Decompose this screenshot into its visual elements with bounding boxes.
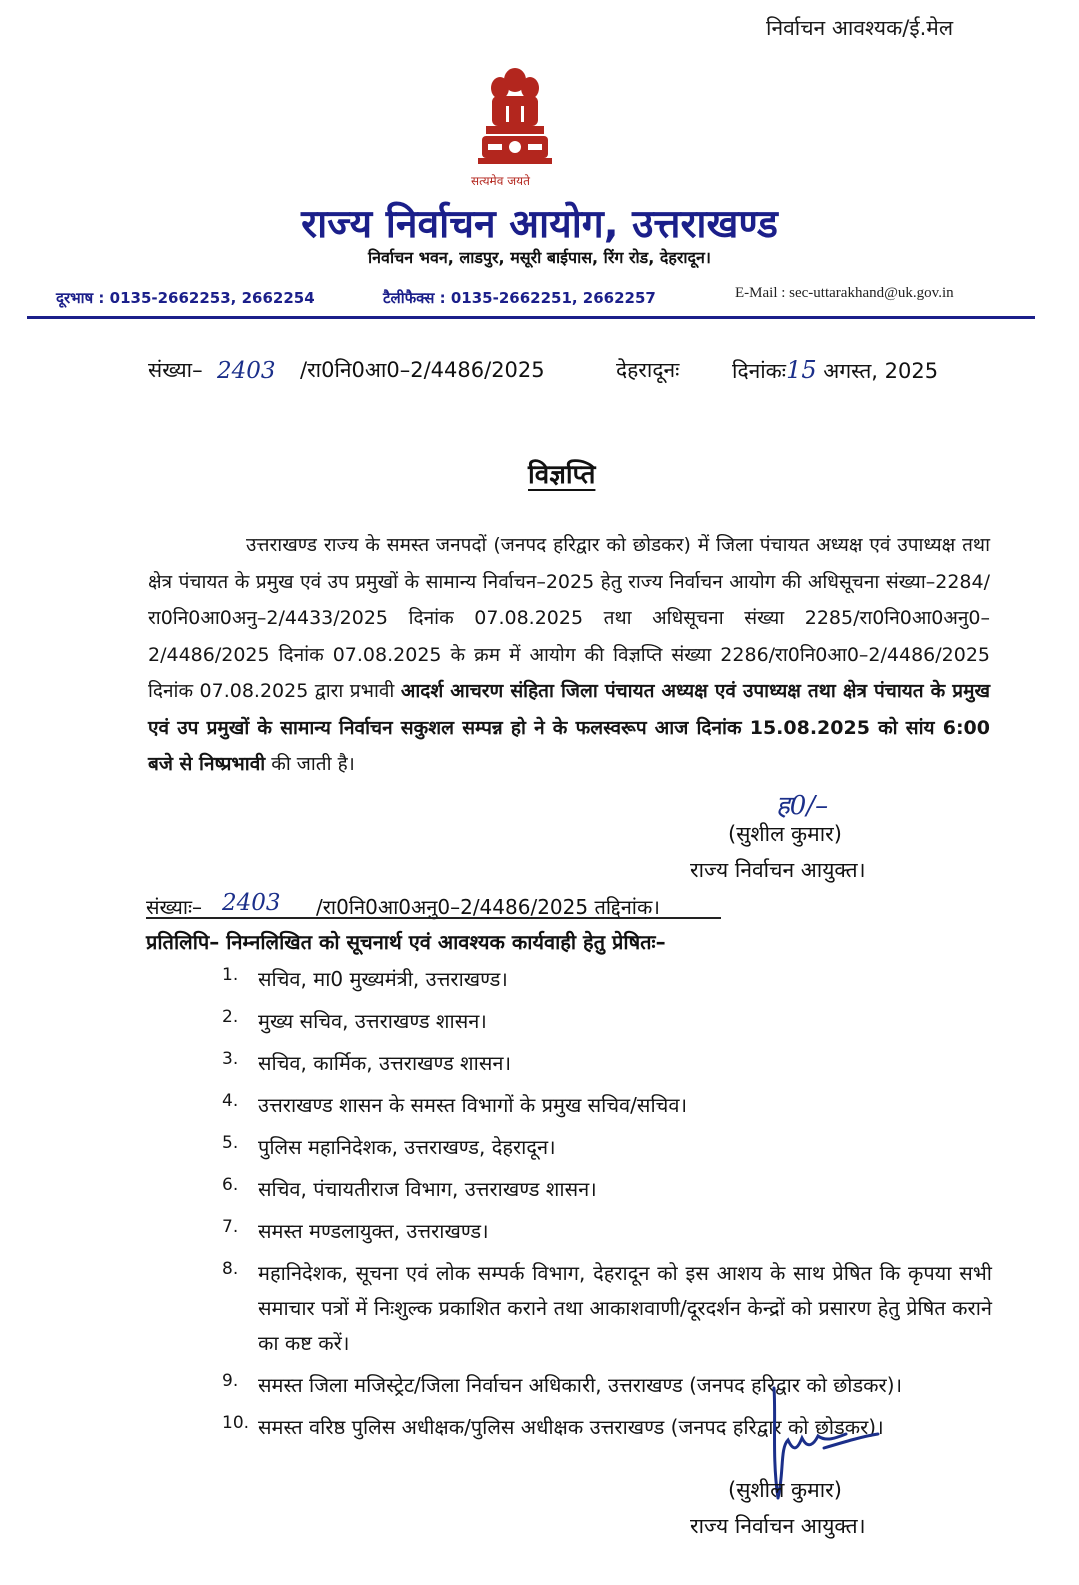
- list-item: 3. सचिव, कार्मिक, उत्तराखण्ड शासन।: [222, 1049, 512, 1075]
- organization-title: राज्य निर्वाचन आयोग, उत्तराखण्ड: [301, 202, 778, 247]
- date-handwritten-day: 15: [786, 356, 817, 384]
- emblem-motto: सत्यमेव जयते: [471, 174, 530, 188]
- list-item: 1. सचिव, मा0 मुख्यमंत्री, उत्तराखण्ड।: [222, 965, 508, 991]
- copy-reference-prefix: संख्याः–: [146, 895, 203, 919]
- signatory-designation-final: राज्य निर्वाचन आयुक्त।: [690, 1514, 866, 1538]
- reference-code: /रा0नि0आ0–2/4486/2025: [300, 358, 545, 382]
- signatory-name: (सुशील कुमार): [728, 822, 842, 846]
- copy-reference-handwritten: 2403: [222, 890, 281, 916]
- signature-initials: ह0/–: [776, 791, 829, 821]
- contact-phone: दूरभाष : 0135-2662253, 2662254: [56, 289, 315, 307]
- list-item: 8. महानिदेशक, सूचना एवं लोक सम्पर्क विभाग, देहरादून को इस आशय के साथ प्रेषित कि कृपया सभी समाचार पत्रों में निःशुल्क प्रकाशित कराने तथा आकाशवाणी/दूरदर्शन केन्द्रों को प्रसारण हेतु प्रेषित कराने का कष्ट करें।: [222, 1259, 992, 1355]
- copy-intro: प्रतिलिपि– निम्नलिखित को सूचनार्थ एवं आवश्यक कार्यवाही हेतु प्रेषितः–: [146, 930, 666, 954]
- reference-place: देहरादूनः: [616, 358, 680, 382]
- reference-prefix: संख्या–: [148, 358, 203, 382]
- date-prefix: दिनांकः: [732, 359, 787, 383]
- notice-body-end: की जाती है।: [271, 753, 355, 775]
- date-rest: अगस्त, 2025: [823, 359, 939, 383]
- list-item: 2. मुख्य सचिव, उत्तराखण्ड शासन।: [222, 1007, 487, 1033]
- list-item: 7. समस्त मण्डलायुक्त, उत्तराखण्ड।: [222, 1217, 489, 1243]
- reference-handwritten-number: 2403: [217, 358, 276, 384]
- notice-body: [148, 527, 990, 783]
- copy-reference-underline: [146, 917, 721, 919]
- state-emblem-icon: [470, 62, 560, 180]
- organization-address: निर्वाचन भवन, लाडपुर, मसूरी बाईपास, रिंग रोड, देहरादून।: [368, 248, 711, 267]
- reference-date: [732, 356, 938, 385]
- notice-body-text: उत्तराखण्ड राज्य के समस्त जनपदों (जनपद हरिद्वार को छोडकर) में जिला पंचायत अध्यक्ष एवं उपाध्यक्ष तथा क्षेत्र पंचायत के प्रमुख एवं उप प्रमुखों के सामान्य निर्वाचन–2025 हेतु राज्य निर्वाचन आयोग की अधिसूचना संख्या–2284/रा0नि0आ0अनु–2/4433/2025 दिनांक 07.08.2025 तथा अधिसूचना संख्या 2285/रा0नि0आ0अनु0–2/4486/2025 दिनांक 07.08.2025 के क्रम में आयोग की विज्ञप्ति संख्या 2286/रा0नि0आ0–2/4486/2025 दिनांक 07.08.2025 द्वारा प्रभावी: [148, 534, 990, 702]
- list-item: 5. पुलिस महानिदेशक, उत्तराखण्ड, देहरादून।: [222, 1133, 556, 1159]
- contact-telefax: टैलीफैक्स : 0135-2662251, 2662257: [383, 289, 656, 307]
- contact-email: E-Mail : sec-uttarakhand@uk.gov.in: [735, 285, 954, 301]
- list-item: 9. समस्त जिला मजिस्ट्रेट/जिला निर्वाचन अधिकारी, उत्तराखण्ड (जनपद हरिद्वार को छोडकर)।: [222, 1371, 903, 1397]
- copy-reference-rest: /रा0नि0आ0अनु0–2/4486/2025 तद्दिनांक।: [316, 895, 660, 919]
- notice-body-bold: आदर्श आचरण संहिता जिला पंचायत अध्यक्ष एवं उपाध्यक्ष तथा क्षेत्र पंचायत के प्रमुख एवं उप प्रमुखों के सामान्य निर्वाचन सकुशल सम्पन्न हो ने के फलस्वरूप आज दिनांक 15.08.2025 को सांय 6:00 बजे से निष्प्रभावी: [148, 680, 990, 775]
- notice-heading: विज्ञप्ति: [528, 460, 596, 490]
- letterhead-divider: [27, 316, 1035, 319]
- top-note: निर्वाचन आवश्यक/ई.मेल: [766, 16, 954, 40]
- signatory-designation: राज्य निर्वाचन आयुक्त।: [690, 858, 866, 882]
- list-item: 10. समस्त वरिष्ठ पुलिस अधीक्षक/पुलिस अधीक्षक उत्तराखण्ड (जनपद हरिद्वार को छोडकर)।: [222, 1413, 884, 1439]
- list-item: 6. सचिव, पंचायतीराज विभाग, उत्तराखण्ड शासन।: [222, 1175, 597, 1201]
- list-item: 4. उत्तराखण्ड शासन के समस्त विभागों के प्रमुख सचिव/सचिव।: [222, 1091, 688, 1117]
- signatory-name-final: (सुशील कुमार): [728, 1478, 842, 1502]
